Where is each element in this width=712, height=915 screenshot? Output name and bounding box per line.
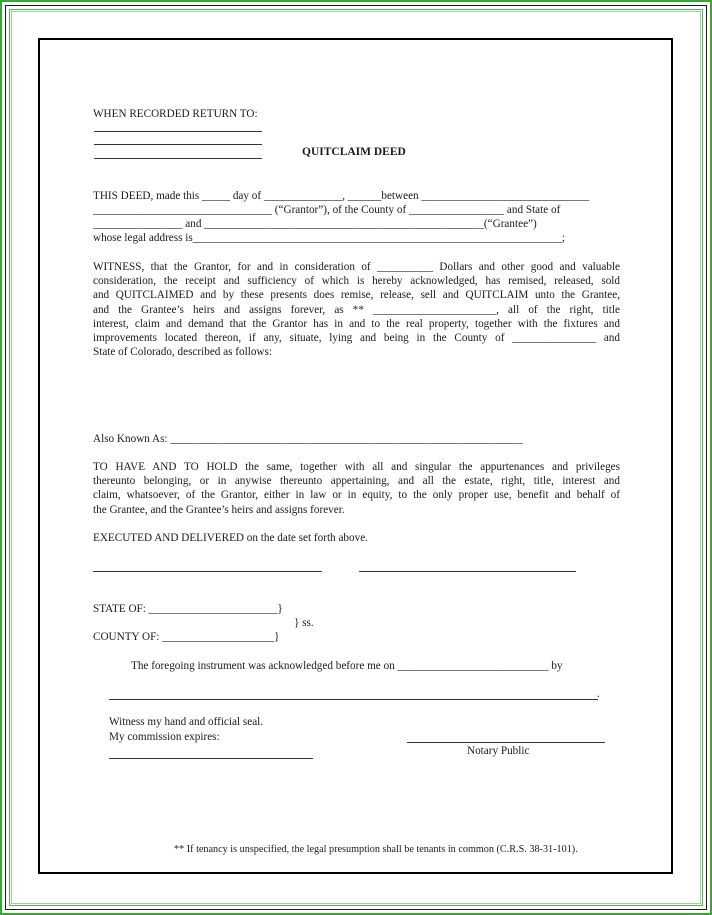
witness-line-3: and QUITCLAIMED and by these presents does remise, release, sell and QUITCLAIM unto the Grantee, <box>93 289 620 301</box>
acknowledgment-line: The foregoing instrument was acknowledged before me on ___________________________ by <box>131 660 563 672</box>
return-line-3 <box>94 158 262 159</box>
witness-seal: Witness my hand and official seal. <box>109 716 264 728</box>
witness-line-6: improvements located thereon, if any, situate, lying and being in the County of _______________ and <box>93 332 620 344</box>
witness-line-7: State of Colorado, described as follows: <box>93 346 272 358</box>
habendum-line-3: claim, whatsoever, of the Grantor, either in law or in equity, to the only proper use, benefit and behalf of <box>93 489 620 501</box>
witness-line-4: and the Grantee’s heirs and assigns forever, as ** ______________________, all of the right, title <box>93 304 620 316</box>
commission-date-line <box>109 758 313 759</box>
notary-signature-line <box>407 742 605 743</box>
also-known-as: Also Known As: _______________________________________________________________ <box>93 433 523 445</box>
acknowledged-by-line <box>109 699 598 700</box>
habendum-line-4: the Grantee, and the Grantee’s heirs and assigns forever. <box>93 504 345 516</box>
parties-line-4: whose legal address is__________________________________________________________________; <box>93 232 566 244</box>
executed-statement: EXECUTED AND DELIVERED on the date set forth above. <box>93 532 368 544</box>
witness-line-5: interest, claim and demand that the Grantor has in and to the real property, together with the fixtures and <box>93 318 620 330</box>
return-line-1 <box>94 131 262 132</box>
county-of: COUNTY OF: ____________________} <box>93 631 280 643</box>
habendum-line-1: TO HAVE AND TO HOLD the same, together with all and singular the appurtenances and privileges <box>93 461 620 473</box>
parties-line-3: ________________ and __________________________________________________(“Grantee”) <box>93 218 537 230</box>
parties-line-1: THIS DEED, made this _____ day of ______________, ______between ______________________________ <box>93 190 590 202</box>
acknowledged-period: . <box>597 688 600 700</box>
witness-line-2: consideration, the receipt and sufficiency of which is hereby acknowledged, has remised, released, sold <box>93 275 620 287</box>
return-label: WHEN RECORDED RETURN TO: <box>93 108 258 120</box>
tenancy-footnote: ** If tenancy is unspecified, the legal presumption shall be tenants in common (C.R.S. 38-31-101). <box>174 844 578 855</box>
habendum-line-2: thereunto belonging, or in anywise thereunto appertaining, and all the estate, right, title, interest and <box>93 475 620 487</box>
witness-line-1: WITNESS, that the Grantor, for and in consideration of __________ Dollars and other good and valuable <box>93 261 620 273</box>
deed-page <box>38 38 673 874</box>
notary-public-label: Notary Public <box>467 745 530 757</box>
ss-marker: } ss. <box>294 617 314 629</box>
signature-line-1 <box>93 571 322 572</box>
parties-line-2: ________________________________ (“Grantor”), of the County of _________________ and State of <box>93 204 561 216</box>
document-title: QUITCLAIM DEED <box>302 146 406 158</box>
commission-expires: My commission expires: <box>109 731 220 743</box>
return-line-2 <box>94 144 262 145</box>
state-of: STATE OF: _______________________} <box>93 603 283 615</box>
signature-line-2 <box>359 571 576 572</box>
